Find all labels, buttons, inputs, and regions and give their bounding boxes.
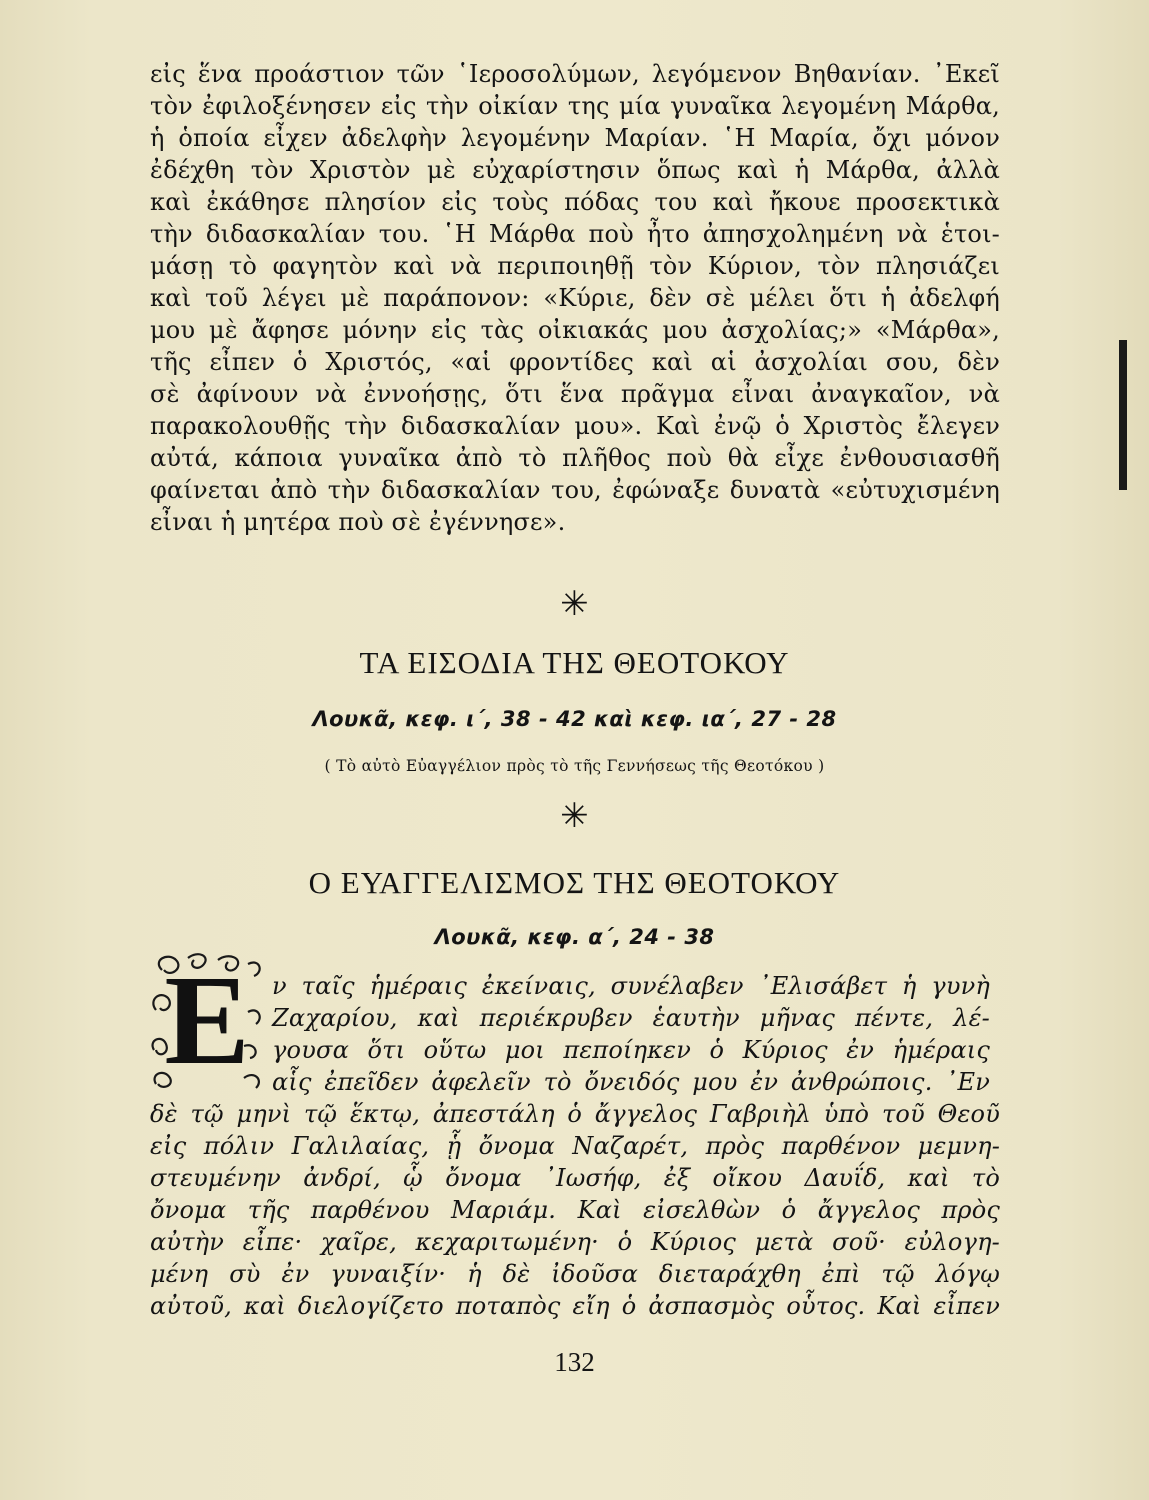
page-number: 132 — [554, 1347, 595, 1377]
text-line: μου μὲ ἄφησε μόνην εἰς τὰς οἰκιακάς μου ἀσχολίας;» «Μάρθα», — [150, 316, 1000, 344]
section3-reference: Λουκᾶ, κεφ. α΄, 24 - 38 — [434, 925, 715, 949]
asterisk-separator: ✳ — [560, 796, 589, 836]
text-line: αὐτά, κάποια γυναῖκα ἀπὸ τὸ πλῆθος ποὺ θὰ εἶχε ἐνθουσιασθῆ — [150, 444, 1000, 472]
text-line: μένη σὺ ἐν γυναιξίν· ἡ δὲ ἰδοῦσα διεταράχθη ἐπὶ τῷ λόγῳ — [150, 1260, 1000, 1288]
text-line: τῆς εἶπεν ὁ Χριστός, «αἱ φροντίδες καὶ αἱ ἀσχολίαι σου, δὲν — [150, 348, 1000, 376]
section3-title: Ο ΕΥΑΓΓΕΛΙΣΜΟΣ ΤΗΣ ΘΕΟΤΟΚΟΥ — [308, 865, 841, 900]
section3-body-text — [150, 1098, 1000, 1322]
section1-paragraph — [150, 58, 1000, 538]
drop-cap-letter: Ε — [164, 949, 250, 1091]
text-line: τὴν διδασκαλίαν του. ῾Η Μάρθα ποὺ ἦτο ἀπησχολημένη νὰ ἑτοι- — [150, 220, 1000, 248]
section2-title: ΤΑ ΕΙΣΟΔΙΑ ΤΗΣ ΘΕΟΤΟΚΟΥ — [359, 645, 790, 680]
page-edge-mark — [1119, 340, 1127, 490]
text-line: γουσα ὅτι οὕτω μοι πεποίηκεν ὁ Κύριος ἐν ἡμέραις — [272, 1036, 990, 1064]
text-line: εἶναι ἡ μητέρα ποὺ σὲ ἐγέννησε». — [150, 508, 566, 536]
text-line: μάσῃ τὸ φαγητὸν καὶ νὰ περιποιηθῇ τὸν Κύριον, τὸν πλησιάζει — [150, 252, 1000, 280]
text-line: ὄνομα τῆς παρθένου Μαριάμ. Καὶ εἰσελθὼν ὁ ἄγγελος πρὸς — [150, 1196, 1000, 1224]
text-line: αὐτὴν εἶπε· χαῖρε, κεχαριτωμένη· ὁ Κύριος μετὰ σοῦ· εὐλογη- — [150, 1228, 1000, 1256]
text-line: αἷς ἐπεῖδεν ἀφελεῖν τὸ ὄνειδός μου ἐν ἀνθρώποις. ᾿Εν — [272, 1068, 990, 1096]
text-line: φαίνεται ἀπὸ τὴν διδασκαλίαν του, ἐφώναξε δυνατὰ «εὐτυχισμένη — [150, 476, 1000, 504]
asterisk-separator: ✳ — [560, 584, 589, 624]
text-line: ν ταῖς ἡμέραις ἐκείναις, συνέλαβεν ᾿Ελισάβετ ἡ γυνὴ — [272, 972, 990, 1000]
text-line: εἰς πόλιν Γαλιλαίας, ᾗ ὄνομα Ναζαρέτ, πρὸς παρθένον μεμνη- — [150, 1132, 1000, 1160]
text-line: καὶ τοῦ λέγει μὲ παράπονον: «Κύριε, δὲν σὲ μέλει ὅτι ἡ ἀδελφή — [150, 284, 1000, 312]
text-line: στευμένην ἀνδρί, ᾧ ὄνομα ᾿Ιωσήφ, ἐξ οἴκου Δαυΐδ, καὶ τὸ — [150, 1164, 1000, 1192]
text-line: παρακολουθῇς τὴν διδασκαλίαν μου». Καὶ ἐνῷ ὁ Χριστὸς ἔλεγεν — [150, 412, 1000, 440]
section2-note: ( Τὸ αὐτὸ Εὐαγγέλιον πρὸς τὸ τῆς Γεννήσεως τῆς Θεοτόκου ) — [324, 757, 825, 775]
text-line: δὲ τῷ μηνὶ τῷ ἕκτῳ, ἀπεστάλη ὁ ἄγγελος Γαβριὴλ ὑπὸ τοῦ Θεοῦ — [150, 1100, 1000, 1128]
text-line: ἐδέχθη τὸν Χριστὸν μὲ εὐχαρίστησιν ὅπως καὶ ἡ Μάρθα, ἀλλὰ — [150, 156, 1000, 184]
section2-reference: Λουκᾶ, κεφ. ι΄, 38 - 42 καὶ κεφ. ια΄, 27 - 28 — [312, 707, 837, 731]
section3-indented-text — [272, 970, 990, 1098]
text-line: καὶ ἐκάθησε πλησίον εἰς τοὺς πόδας του καὶ ἤκουε προσεκτικὰ — [150, 188, 1000, 216]
text-line: εἰς ἕνα προάστιον τῶν ῾Ιεροσολύμων, λεγόμενον Βηθανίαν. ᾿Εκεῖ — [150, 60, 1000, 88]
text-line: σὲ ἀφίνουν νὰ ἐννοήσῃς, ὅτι ἕνα πρᾶγμα εἶναι ἀναγκαῖον, νὰ — [150, 380, 1000, 408]
text-line: Ζαχαρίου, καὶ περιέκρυβεν ἑαυτὴν μῆνας πέντε, λέ- — [272, 1004, 990, 1032]
text-line: τὸν ἐφιλοξένησεν εἰς τὴν οἰκίαν της μία γυναῖκα λεγομένη Μάρθα, — [150, 92, 1000, 120]
drop-cap — [148, 950, 266, 1092]
text-line: ἡ ὁποία εἶχεν ἀδελφὴν λεγομένην Μαρίαν. ῾Η Μαρία, ὄχι μόνον — [150, 124, 1000, 152]
text-line: αὐτοῦ, καὶ διελογίζετο ποταπὸς εἴη ὁ ἀσπασμὸς οὗτος. Καὶ εἶπεν — [150, 1292, 1000, 1320]
